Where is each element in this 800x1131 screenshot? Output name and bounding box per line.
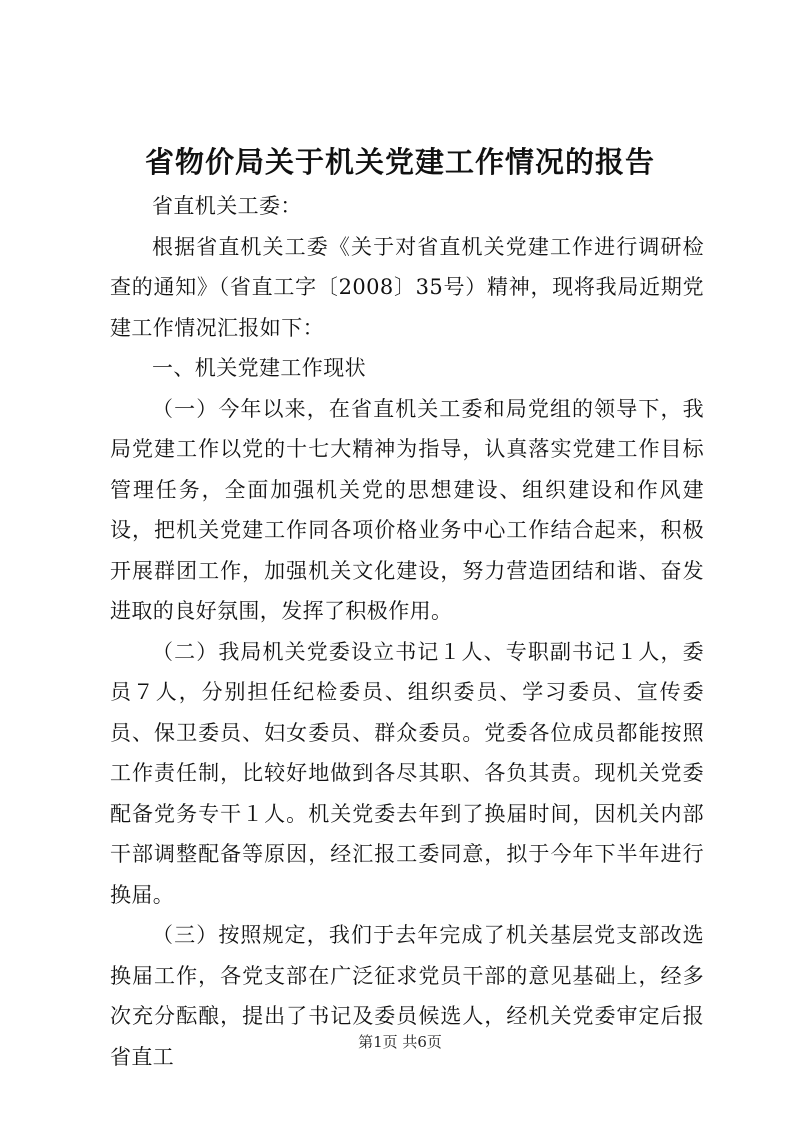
- section-heading: 一、机关党建工作现状: [152, 356, 366, 380]
- paragraph-item-1: （一）今年以来，在省直机关工委和局党组的领导下，我局党建工作以党的十七大精神为指导，认真落实党建工作目标管理任务，全面加强机关党的思想建设、组织建设和作风建设，把机关党建工作同各项价格业务中心工作结合起来，积极开展群团工作，加强机关文化建设，努力营造团结和谐、奋发进取的良好氛围，发挥了积极作用。: [110, 396, 704, 623]
- salutation: 省直机关工委：: [152, 194, 302, 218]
- intro-paragraph: 根据省直机关工委《关于对省直机关党建工作进行调研检查的通知》（省直工字〔2008〕35号）精神，现将我局近期党建工作情况汇报如下：: [110, 234, 704, 340]
- paragraph-item-3: （三）按照规定，我们于去年完成了机关基层党支部改选换届工作，各党支部在广泛征求党员干部的意见基础上，经多次充分酝酿，提出了书记及委员候选人，经机关党委审定后报省直工: [110, 923, 704, 1069]
- document-body: [110, 186, 704, 1077]
- page-footer: 第1页 共6页: [358, 1033, 442, 1051]
- paragraph-item-2: （二）我局机关党委设立书记１人、专职副书记１人，委员７人，分别担任纪检委员、组织委员、学习委员、宣传委员、保卫委员、妇女委员、群众委员。党委各位成员都能按照工作责任制，比较好地做到各尽其职、各负其责。现机关党委配备党务专干１人。机关党委去年到了换届时间，因机关内部干部调整配备等原因，经汇报工委同意，拟于今年下半年进行换届。: [110, 639, 704, 907]
- document-title: 省物价局关于机关党建工作情况的报告: [144, 145, 655, 179]
